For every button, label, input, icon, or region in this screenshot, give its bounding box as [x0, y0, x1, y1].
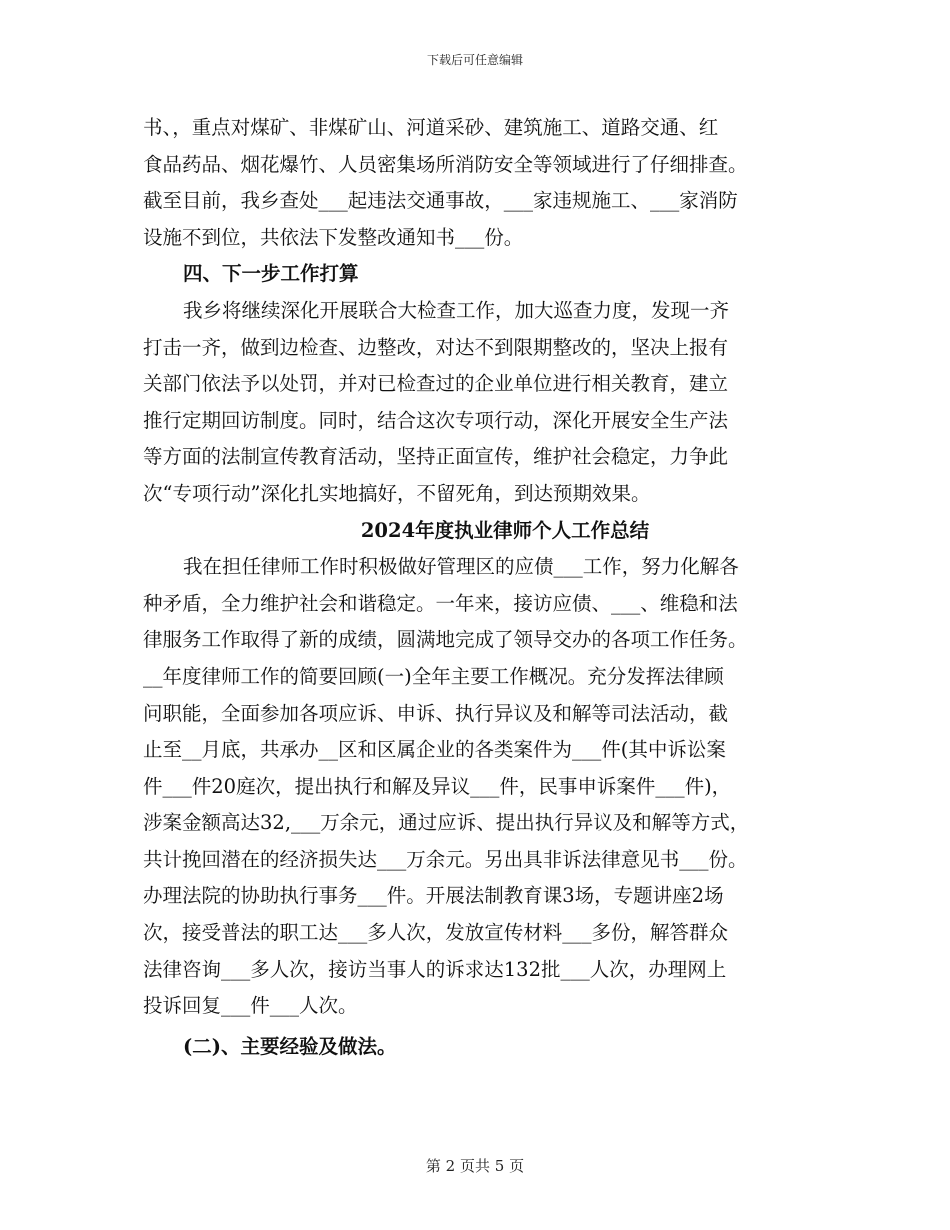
document-body — [143, 110, 807, 1065]
document-title: 2024年度执业律师个人工作总结 — [360, 518, 650, 542]
body-line: 打击一齐，做到边检查、边整改，对达不到限期整改的，坚决上报有 — [143, 335, 729, 359]
body-line: 共计挽回潜在的经济损失达___万余元。另出具非诉法律意见书___份。 — [143, 847, 748, 871]
body-line: 律服务工作取得了新的成绩，圆满地完成了领导交办的各项工作任务。 — [143, 628, 748, 652]
page-header: 下载后可任意编辑 — [426, 53, 523, 67]
body-line: 件___件20庭次，提出执行和解及异议___件，民事申诉案件___件)， — [143, 774, 732, 798]
body-line: 等方面的法制宣传教育活动，坚持正面宣传，维护社会稳定，力争此 — [143, 445, 729, 469]
body-line: 截至目前，我乡查处___起违法交通事故，___家违规施工、___家消防 — [143, 189, 738, 213]
body-line: 法律咨询___多人次，接访当事人的诉求达132批___人次，办理网上 — [143, 957, 727, 981]
body-line: 问职能，全面参加各项应诉、申诉、执行异议及和解等司法活动，截 — [143, 701, 729, 725]
body-line: 关部门依法予以处罚，并对已检查过的企业单位进行相关教育，建立 — [143, 372, 729, 396]
body-line: 投诉回复___件___人次。 — [143, 994, 358, 1018]
body-line: 推行定期回访制度。同时，结合这次专项行动，深化开展安全生产法 — [143, 408, 729, 432]
body-line: 设施不到位，共依法下发整改通知书___份。 — [143, 225, 524, 249]
section-heading: 四、下一步工作打算 — [183, 262, 359, 286]
body-line: 我乡将继续深化开展联合大检查工作，加大巡查力度，发现一齐 — [183, 298, 730, 322]
body-line: 次，接受普法的职工达___多人次，发放宣传材料___多份，解答群众 — [143, 921, 729, 945]
body-line: 书、，重点对煤矿、非煤矿山、河道采砂、建筑施工、道路交通、红 — [143, 116, 719, 139]
body-line: 次“专项行动”深化扎实地搞好，不留死角，到达预期效果。 — [143, 481, 651, 505]
body-line: 涉案金额高达32,___万余元，通过应诉、提出执行异议及和解等方式， — [143, 811, 750, 835]
subsection-heading: (二)、主要经验及做法。 — [183, 1034, 397, 1058]
body-line: 办理法院的协助执行事务___件。开展法制教育课3场，专题讲座2场 — [143, 884, 724, 908]
body-line: 种矛盾，全力维护社会和谐稳定。一年来，接访应债、___、维稳和法 — [143, 591, 738, 615]
body-line: __年度律师工作的简要回顾(一)全年主要工作概况。充分发挥法律顾 — [143, 664, 724, 688]
page-footer: 第 2 页共 5 页 — [425, 1157, 525, 1175]
body-line: 食品药品、烟花爆竹、人员密集场所消防安全等领域进行了仔细排查。 — [143, 152, 748, 176]
body-line: 止至__月底，共承办__区和区属企业的各类案件为___件(其中诉讼案 — [143, 738, 726, 762]
body-line: 我在担任律师工作时积极做好管理区的应债___工作，努力化解各 — [183, 555, 739, 579]
